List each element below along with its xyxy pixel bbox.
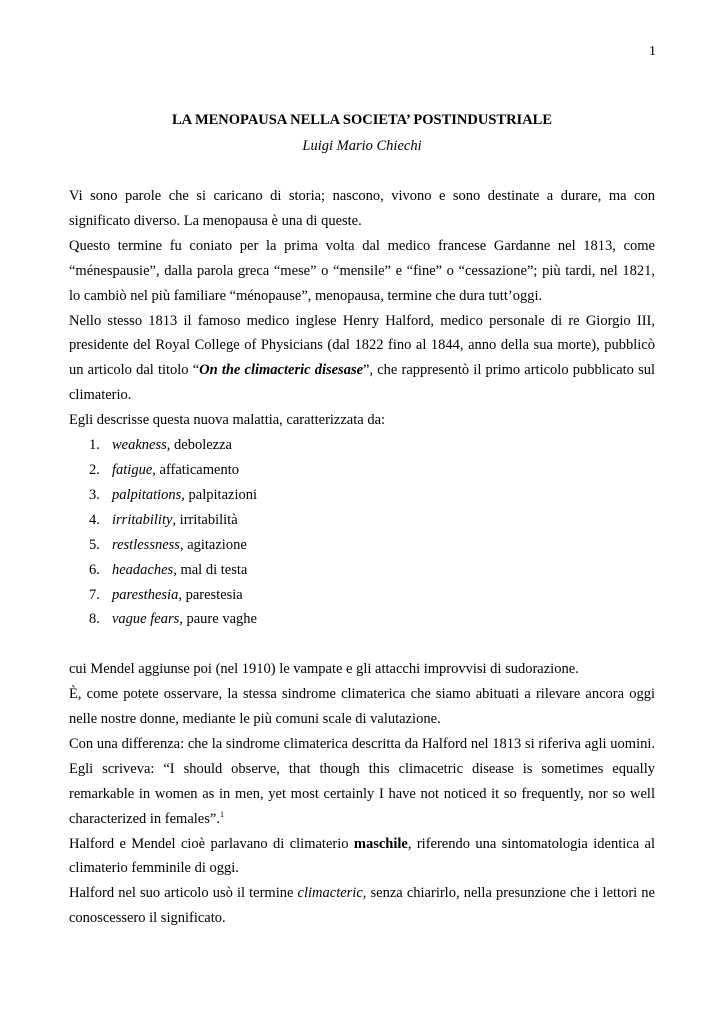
document-body bbox=[69, 184, 655, 931]
symptom-italian: , mal di testa bbox=[173, 561, 248, 578]
list-item bbox=[69, 607, 655, 632]
symptom-english: vague fears bbox=[112, 611, 180, 628]
document-author: Luigi Mario Chiechi bbox=[302, 138, 422, 154]
document-title: LA MENOPAUSA NELLA SOCIETA’ POSTINDUSTRIALE bbox=[171, 112, 553, 128]
paragraph-description: Egli descrisse questa nuova malattia, caratterizzata da: bbox=[69, 412, 386, 429]
symptom-italian: , paure vaghe bbox=[179, 611, 257, 628]
bold-term: maschile bbox=[353, 835, 408, 852]
italic-term: climacteric bbox=[297, 885, 363, 902]
symptom-english: palpitations bbox=[112, 486, 182, 503]
symptom-italian: , debolezza bbox=[166, 437, 232, 454]
symptom-english: restlessness bbox=[112, 536, 180, 553]
list-item bbox=[69, 558, 655, 583]
paragraph-halford-text-b: ”, che rappresentò il primo articolo pubblicato sul climaterio. bbox=[69, 362, 655, 404]
symptom-italian: , affaticamento bbox=[152, 461, 239, 478]
list-item-number: 4. bbox=[89, 511, 100, 528]
footnote-marker: 1 bbox=[219, 809, 224, 819]
list-item bbox=[69, 458, 655, 483]
paragraph-term-text-b: , senza chiarirlo, nella presunzione che i lettori ne conoscessero il significato. bbox=[69, 885, 655, 927]
paragraph-halford bbox=[69, 309, 655, 409]
symptom-english: paresthesia bbox=[112, 586, 179, 603]
list-item-number: 3. bbox=[89, 486, 100, 503]
paragraph-spacer bbox=[69, 632, 655, 657]
paragraph-term-usage bbox=[69, 881, 655, 931]
paragraph-mendel: cui Mendel aggiunse poi (nel 1910) le vampate e gli attacchi improvvisi di sudorazione. bbox=[69, 661, 579, 678]
list-item bbox=[69, 508, 655, 533]
paragraph-male-climacteric bbox=[69, 832, 655, 882]
list-item-number: 7. bbox=[89, 586, 100, 603]
paragraph-male-text-a: Halford e Mendel cioè parlavano di climaterio bbox=[69, 835, 354, 852]
paragraph-gardanne: Questo termine fu coniato per la prima volta dal medico francese Gardanne nel 1813, come “ménespausie”, dalla parola greca “mese” o “mensile” e “fine” o “cessazione”; più tardi, nel 1821, lo cambiò nel più familiare “ménopause”, menopausa, termine che dura tutt’oggi. bbox=[69, 237, 655, 304]
list-item-number: 1. bbox=[89, 437, 100, 454]
paragraph-intro: Vi sono parole che si caricano di storia; nascono, vivono e sono destinate a durare, ma con significato diverso. La menopausa è una di queste. bbox=[69, 188, 655, 229]
list-item bbox=[69, 483, 655, 508]
symptom-italian: , agitazione bbox=[179, 536, 247, 553]
list-item-number: 5. bbox=[89, 536, 100, 553]
paragraph-halford-text-a: Nello stesso 1813 il famoso medico inglese Henry Halford, medico personale di re Giorgio III, presidente del Royal College of Physicians (dal 1822 fino al 1844, anno della sua morte), pubblicò un articolo dal titolo “ bbox=[69, 312, 655, 379]
list-item bbox=[69, 583, 655, 608]
paragraph-difference-text: Con una differenza: che la sindrome climaterica descritta da Halford nel 1813 si riferiva agli uomini. Egli scriveva: “I should observe, that though this climacetric disease is sometimes equally remarkable in women as in men, yet most certainly I have not noticed it so frequently, nor so well characterized in females”. bbox=[69, 735, 655, 827]
paragraph-syndrome: È, come potete osservare, la stessa sindrome climaterica che siamo abituati a rilevare ancora oggi nelle nostre donne, mediante le più comuni scale di valutazione. bbox=[69, 686, 655, 728]
page-number: 1 bbox=[649, 44, 656, 59]
symptom-english: headaches bbox=[112, 561, 174, 578]
symptom-italian: , palpitazioni bbox=[181, 486, 257, 503]
list-item-number: 6. bbox=[89, 561, 100, 578]
paragraph-male-text-b: , riferendo una sintomatologia identica al climaterio femminile di oggi. bbox=[69, 835, 655, 877]
paragraph-term-text-a: Halford nel suo articolo usò il termine bbox=[69, 885, 298, 902]
symptom-italian: , parestesia bbox=[178, 586, 243, 603]
symptom-english: irritability bbox=[112, 511, 173, 528]
article-title: On the climacteric disesase bbox=[199, 362, 364, 379]
list-item bbox=[69, 433, 655, 458]
list-item bbox=[69, 533, 655, 558]
list-item-number: 8. bbox=[89, 611, 100, 628]
symptom-english: weakness bbox=[112, 437, 167, 454]
symptom-english: fatigue bbox=[112, 461, 153, 478]
paragraph-difference bbox=[69, 732, 655, 832]
symptom-list bbox=[69, 433, 655, 632]
list-item-number: 2. bbox=[89, 461, 100, 478]
symptom-italian: , irritabilità bbox=[172, 511, 238, 528]
